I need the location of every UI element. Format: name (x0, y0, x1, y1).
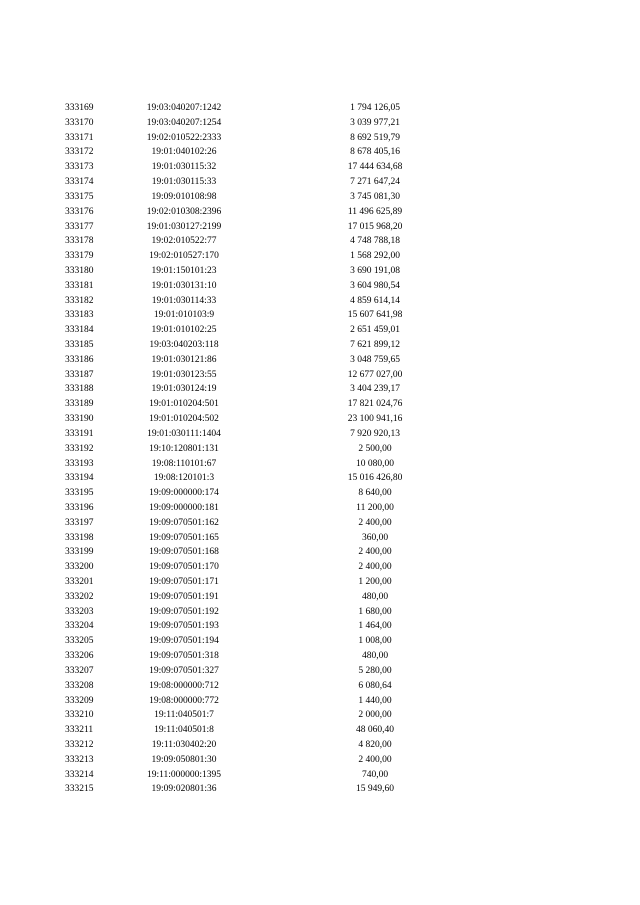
row-id-cell: 333185 (65, 340, 94, 350)
cadastral-number-cell: 19:09:000000:174 (149, 488, 219, 499)
amount-cell: 3 604 980,54 (350, 280, 400, 291)
table-row (0, 205, 640, 220)
amount-cell: 1 008,00 (358, 636, 392, 647)
table-row (0, 234, 640, 249)
cadastral-number-cell: 19:01:030111:1404 (147, 428, 221, 439)
table-row (0, 397, 640, 412)
table-row (0, 545, 640, 560)
row-id-cell: 333209 (65, 695, 94, 706)
row-id-cell: 333197 (65, 517, 94, 528)
row-id-cell: 333213 (65, 754, 94, 765)
row-id-cell: 333180 (65, 265, 94, 276)
table-row (0, 279, 640, 294)
table-row (0, 145, 640, 160)
table-row (0, 160, 640, 175)
table-row (0, 723, 640, 738)
row-id-cell: 333205 (65, 636, 94, 647)
cadastral-number-cell: 19:02:010308:2396 (146, 206, 222, 217)
amount-cell: 2 500,00 (358, 443, 392, 454)
row-id-cell: 333170 (65, 117, 94, 128)
amount-cell: 1 440,00 (358, 695, 392, 706)
amount-cell: 12 677 027,00 (347, 369, 403, 380)
amount-cell: 3 048 759,65 (350, 354, 400, 365)
cadastral-number-cell: 19:08:000000:772 (149, 695, 219, 706)
amount-cell: 23 100 941,16 (347, 414, 403, 425)
amount-cell: 1 794 126,05 (350, 103, 400, 113)
table-row (0, 353, 640, 368)
row-id-cell: 333192 (65, 443, 94, 454)
amount-cell: 1 464,00 (358, 621, 392, 632)
cadastral-number-cell: 19:09:070501:168 (149, 547, 219, 558)
amount-cell: 48 060,40 (356, 725, 394, 736)
row-id-cell: 333175 (65, 191, 94, 202)
cadastral-number-cell: 19:08:120101:3 (153, 473, 215, 484)
table-row (0, 427, 640, 442)
row-id-cell: 333187 (65, 369, 94, 380)
row-id-cell: 333193 (65, 458, 94, 469)
table-row (0, 412, 640, 427)
cadastral-number-cell: 19:03:040207:1254 (146, 117, 222, 128)
table-row (0, 531, 640, 546)
table-row (0, 649, 640, 664)
table-row (0, 619, 640, 634)
row-id-cell: 333169 (65, 103, 94, 113)
amount-cell: 4 859 614,14 (350, 295, 400, 306)
cadastral-number-cell: 19:09:000000:181 (149, 502, 219, 513)
table-row (0, 471, 640, 486)
row-id-cell: 333184 (65, 325, 94, 336)
cadastral-number-cell: 19:01:040102:26 (151, 147, 217, 158)
amount-cell: 7 621 899,12 (350, 340, 400, 350)
cadastral-number-cell: 19:09:070501:170 (149, 562, 219, 573)
row-id-cell: 333199 (65, 547, 94, 558)
cadastral-number-cell: 19:01:030114:33 (151, 295, 217, 306)
cadastral-number-cell: 19:03:040207:1242 (146, 103, 222, 113)
amount-cell: 2 651 459,01 (350, 325, 400, 336)
cadastral-number-cell: 19:09:050801:30 (151, 754, 217, 765)
table-row (0, 382, 640, 397)
table-row (0, 308, 640, 323)
amount-cell: 2 400,00 (358, 754, 392, 765)
table-row (0, 782, 640, 797)
row-id-cell: 333188 (65, 384, 94, 395)
amount-cell: 11 200,00 (356, 502, 394, 513)
row-id-cell: 333215 (65, 784, 94, 795)
amount-cell: 2 400,00 (358, 517, 392, 528)
table-row (0, 220, 640, 235)
table-row (0, 501, 640, 516)
row-id-cell: 333182 (65, 295, 94, 306)
cadastral-number-cell: 19:10:120801:131 (149, 443, 219, 454)
row-id-cell: 333178 (65, 236, 94, 247)
cadastral-number-cell: 19:09:070501:191 (149, 591, 219, 602)
table-row (0, 634, 640, 649)
cadastral-number-cell: 19:09:070501:318 (149, 651, 219, 662)
table-row (0, 175, 640, 190)
table-row (0, 323, 640, 338)
amount-cell: 15 016 426,80 (347, 473, 403, 484)
cadastral-number-cell: 19:09:070501:165 (149, 532, 219, 543)
cadastral-number-cell: 19:01:030115:32 (151, 162, 217, 173)
table-row (0, 560, 640, 575)
amount-cell: 6 080,64 (358, 680, 392, 691)
table-row (0, 131, 640, 146)
row-id-cell: 333194 (65, 473, 94, 484)
row-id-cell: 333191 (65, 428, 94, 439)
row-id-cell: 333196 (65, 502, 94, 513)
table-row (0, 486, 640, 501)
row-id-cell: 333181 (65, 280, 94, 291)
amount-cell: 4 748 788,18 (350, 236, 400, 247)
cadastral-number-cell: 19:03:040203:118 (149, 340, 219, 350)
table-row (0, 738, 640, 753)
data-table (0, 101, 640, 797)
cadastral-number-cell: 19:01:030123:55 (151, 369, 217, 380)
table-row (0, 264, 640, 279)
amount-cell: 1 680,00 (358, 606, 392, 617)
table-row (0, 605, 640, 620)
cadastral-number-cell: 19:02:010522:2333 (146, 132, 222, 143)
row-id-cell: 333208 (65, 680, 94, 691)
table-row (0, 294, 640, 309)
cadastral-number-cell: 19:01:030131:10 (151, 280, 217, 291)
cadastral-number-cell: 19:01:150101:23 (151, 265, 217, 276)
cadastral-number-cell: 19:01:010103:9 (153, 310, 215, 321)
row-id-cell: 333173 (65, 162, 94, 173)
table-row (0, 664, 640, 679)
cadastral-number-cell: 19:09:070501:171 (149, 577, 219, 587)
amount-cell: 17 015 968,20 (347, 221, 403, 232)
cadastral-number-cell: 19:01:030127:2199 (146, 221, 222, 232)
amount-cell: 8 640,00 (358, 488, 392, 499)
amount-cell: 17 821 024,76 (347, 399, 403, 410)
table-row (0, 753, 640, 768)
cadastral-number-cell: 19:09:020801:36 (151, 784, 217, 795)
cadastral-number-cell: 19:01:010204:501 (149, 399, 219, 410)
table-row (0, 442, 640, 457)
row-id-cell: 333211 (65, 725, 94, 736)
row-id-cell: 333212 (65, 739, 94, 750)
table-row (0, 679, 640, 694)
cadastral-number-cell: 19:01:030115:33 (151, 177, 217, 188)
row-id-cell: 333198 (65, 532, 94, 543)
amount-cell: 2 400,00 (358, 562, 392, 573)
cadastral-number-cell: 19:08:000000:712 (149, 680, 219, 691)
amount-cell: 7 271 647,24 (350, 177, 400, 188)
amount-cell: 3 404 239,17 (350, 384, 400, 395)
table-row (0, 368, 640, 383)
cadastral-number-cell: 19:11:030402:20 (151, 739, 217, 750)
amount-cell: 2 000,00 (358, 710, 392, 721)
row-id-cell: 333195 (65, 488, 94, 499)
amount-cell: 1 568 292,00 (350, 251, 400, 262)
amount-cell: 480,00 (361, 651, 389, 662)
cadastral-number-cell: 19:09:010108:98 (151, 191, 217, 202)
cadastral-number-cell: 19:09:070501:192 (149, 606, 219, 617)
table-row (0, 768, 640, 783)
table-row (0, 457, 640, 472)
amount-cell: 7 920 920,13 (350, 428, 400, 439)
row-id-cell: 333174 (65, 177, 94, 188)
table-row (0, 116, 640, 131)
amount-cell: 10 080,00 (356, 458, 394, 469)
row-id-cell: 333186 (65, 354, 94, 365)
table-row (0, 338, 640, 353)
cadastral-number-cell: 19:09:070501:194 (149, 636, 219, 647)
amount-cell: 17 444 634,68 (347, 162, 403, 173)
row-id-cell: 333200 (65, 562, 94, 573)
row-id-cell: 333201 (65, 577, 94, 587)
row-id-cell: 333203 (65, 606, 94, 617)
amount-cell: 740,00 (361, 769, 389, 780)
row-id-cell: 333202 (65, 591, 94, 602)
amount-cell: 11 496 625,89 (347, 206, 403, 217)
row-id-cell: 333190 (65, 414, 94, 425)
amount-cell: 3 690 191,08 (350, 265, 400, 276)
amount-cell: 1 200,00 (358, 577, 392, 587)
row-id-cell: 333214 (65, 769, 94, 780)
table-row (0, 708, 640, 723)
amount-cell: 480,00 (361, 591, 389, 602)
row-id-cell: 333171 (65, 132, 94, 143)
row-id-cell: 333172 (65, 147, 94, 158)
table-row (0, 101, 640, 116)
table-row (0, 190, 640, 205)
table-row (0, 575, 640, 590)
table-row (0, 694, 640, 709)
cadastral-number-cell: 19:01:010204:502 (149, 414, 219, 425)
amount-cell: 360,00 (361, 532, 389, 543)
row-id-cell: 333176 (65, 206, 94, 217)
cadastral-number-cell: 19:02:010527:170 (149, 251, 219, 262)
amount-cell: 2 400,00 (358, 547, 392, 558)
amount-cell: 5 280,00 (358, 665, 392, 676)
amount-cell: 8 692 519,79 (350, 132, 400, 143)
row-id-cell: 333177 (65, 221, 94, 232)
cadastral-number-cell: 19:11:040501:7 (154, 710, 214, 721)
table-row (0, 249, 640, 264)
amount-cell: 3 039 977,21 (350, 117, 400, 128)
amount-cell: 15 949,60 (356, 784, 394, 795)
cadastral-number-cell: 19:02:010522:77 (151, 236, 217, 247)
cadastral-number-cell: 19:11:000000:1395 (146, 769, 222, 780)
table-row (0, 516, 640, 531)
row-id-cell: 333189 (65, 399, 94, 410)
row-id-cell: 333207 (65, 665, 94, 676)
cadastral-number-cell: 19:01:030121:86 (151, 354, 217, 365)
cadastral-number-cell: 19:11:040501:8 (154, 725, 214, 736)
amount-cell: 8 678 405,16 (350, 147, 400, 158)
amount-cell: 3 745 081,30 (350, 191, 400, 202)
row-id-cell: 333210 (65, 710, 94, 721)
cadastral-number-cell: 19:09:070501:162 (149, 517, 219, 528)
row-id-cell: 333179 (65, 251, 94, 262)
table-row (0, 590, 640, 605)
row-id-cell: 333206 (65, 651, 94, 662)
cadastral-number-cell: 19:08:110101:67 (151, 458, 217, 469)
row-id-cell: 333183 (65, 310, 94, 321)
amount-cell: 4 820,00 (358, 739, 392, 750)
amount-cell: 15 607 641,98 (347, 310, 403, 321)
cadastral-number-cell: 19:09:070501:327 (149, 665, 219, 676)
cadastral-number-cell: 19:01:010102:25 (151, 325, 217, 336)
row-id-cell: 333204 (65, 621, 94, 632)
cadastral-number-cell: 19:09:070501:193 (149, 621, 219, 632)
cadastral-number-cell: 19:01:030124:19 (151, 384, 217, 395)
